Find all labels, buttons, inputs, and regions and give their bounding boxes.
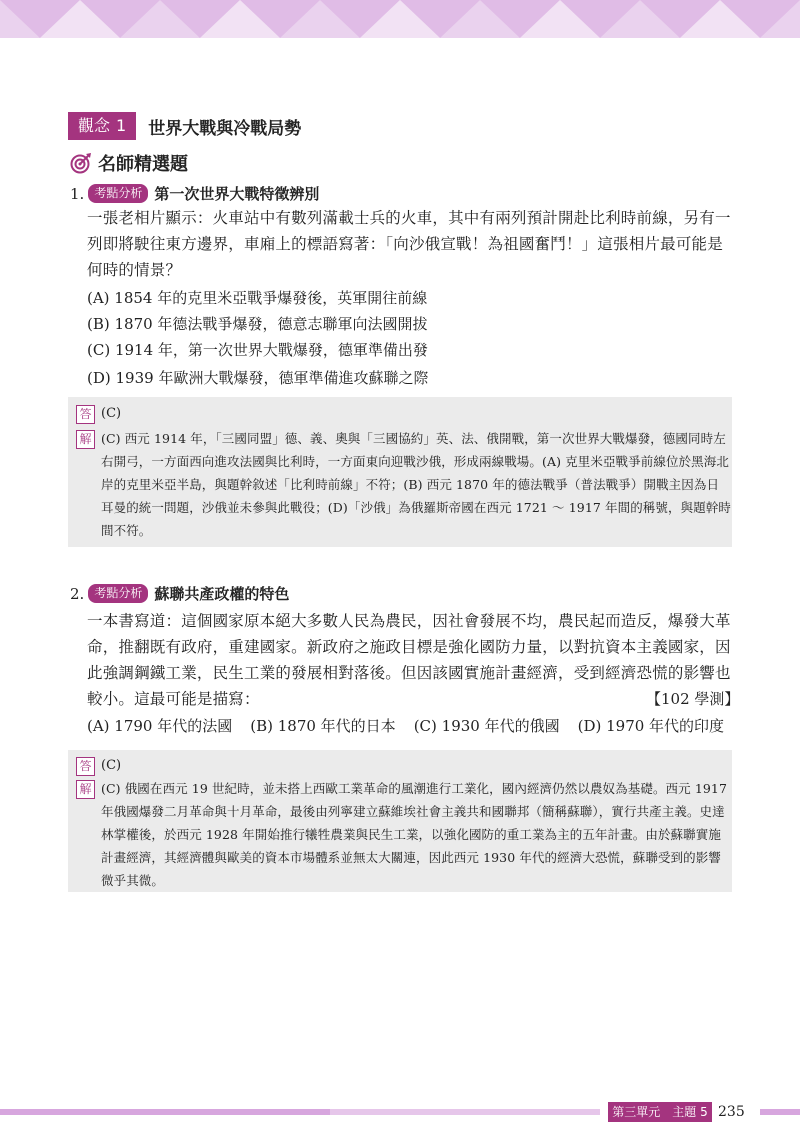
answer-text: (C) [101, 758, 122, 773]
answer-badge: 答 [76, 405, 95, 424]
answer-row [76, 405, 121, 424]
question-1-option-b: (B) 1870 年德法戰爭爆發，德意志聯軍向法國開拔 [87, 315, 428, 333]
question-1-option-d: (D) 1939 年歐洲大戰爆發，德軍準備進攻蘇聯之際 [87, 369, 429, 387]
question-2-options [87, 713, 742, 739]
question-number: 1. [70, 184, 85, 203]
question-number: 2. [70, 584, 85, 603]
exam-source: 【102 學測】 [646, 690, 740, 708]
question-topic: 第一次世界大戰特徵辨別 [154, 185, 320, 203]
explanation-text: (C) 俄國在西元 19 世紀時，並未搭上西歐工業革命的風潮進行工業化，國內經濟仍然以農奴為基礎。西元 1917 年俄國爆發二月革命與十月革命，最後由列寧建立蘇維埃社會主義共和國聯邦（簡稱蘇聯），實行共產主義。史達林掌權後，於西元 1928 年開始推行犧牲農業與民生工業，以強化國防的重工業為主的五年計畫。由於蘇聯實施計畫經濟，其經濟體與歐美的資本市場體系並無太大關連，因此西元 1930 年代的經濟大恐慌，蘇聯受到的影響微乎其微。 [101, 781, 728, 888]
question-topic: 蘇聯共產政權的特色 [154, 585, 290, 603]
question-1-option-a: (A) 1854 年的克里米亞戰爭爆發後，英軍開往前線 [87, 289, 428, 307]
question-2-stem: 一本書寫道：這個國家原本絕大多數人民為農民，因社會發展不均，農民起而造反，爆發大革命，推翻既有政府，重建國家。新政府之施政目標是強化國防力量，以對抗資本主義國家，因此強調鋼鐵工業，民生工業的發展相對落後。但因該國實施計畫經濟，受到經濟恐慌的影響也較小。這最可能是描寫： [87, 612, 731, 708]
question-1-header [70, 183, 319, 204]
question-2-option-c: (C) 1930 年代的俄國 [413, 717, 560, 735]
top-decorative-banner [0, 0, 800, 38]
answer-row [76, 757, 121, 776]
question-1-option-c: (C) 1914 年，第一次世界大戰爆發，德軍準備出發 [87, 341, 428, 359]
concept-number: 1 [116, 116, 127, 135]
concept-label: 觀念 [78, 116, 111, 135]
answer-text: (C) [101, 406, 122, 421]
concept-tag [68, 112, 136, 140]
concept-heading [68, 112, 301, 140]
explanation-row [76, 777, 731, 892]
target-icon [70, 152, 92, 174]
analysis-tag: 考點分析 [88, 584, 148, 603]
answer-badge: 答 [76, 757, 95, 776]
section-title: 名師精選題 [98, 154, 188, 175]
question-2-answer-box [68, 750, 732, 892]
question-2-header [70, 583, 289, 604]
explanation-row [76, 427, 731, 542]
concept-title: 世界大戰與冷戰局勢 [148, 118, 302, 139]
section-heading [70, 150, 188, 176]
question-2-option-b: (B) 1870 年代的日本 [250, 717, 396, 735]
explanation-badge: 解 [76, 430, 95, 449]
question-1-stem: 一張老相片顯示：火車站中有數列滿載士兵的火車，其中有兩列預計開赴比利時前線，另有一列即將駛往東方邊界，車廂上的標語寫著：「向沙俄宣戰！為祖國奮鬥！」這張相片最可能是何時的情景？ [87, 209, 731, 279]
analysis-tag: 考點分析 [88, 184, 148, 203]
footer-unit-label: 第三單元 主題 5 [608, 1102, 712, 1122]
question-1-answer-box [68, 397, 732, 547]
question-2-option-d: (D) 1970 年代的印度 [577, 717, 725, 735]
explanation-badge: 解 [76, 780, 95, 799]
question-2-option-a: (A) 1790 年代的法國 [87, 717, 233, 735]
explanation-text: (C) 西元 1914 年，「三國同盟」德、義、奧與「三國協約」英、法、俄開戰，第一次世界大戰爆發，德國同時左右開弓，一方面西向進攻法國與比利時，一方面東向迎戰沙俄，形成兩線戰場。(A) 克里米亞戰爭前線位於黑海北岸的克里米亞半島，與題幹敘述「比利時前線」不符；(B) 西元 1870 年的德法戰爭（普法戰爭）開戰主因為日耳曼的統一問題，沙俄並未參與此戰役；(D)「沙俄」為俄羅斯帝國在西元 1721 ～ 1917 年間的稱號，與題幹時間不符。 [101, 431, 731, 538]
page-number: 235 [718, 1104, 745, 1120]
